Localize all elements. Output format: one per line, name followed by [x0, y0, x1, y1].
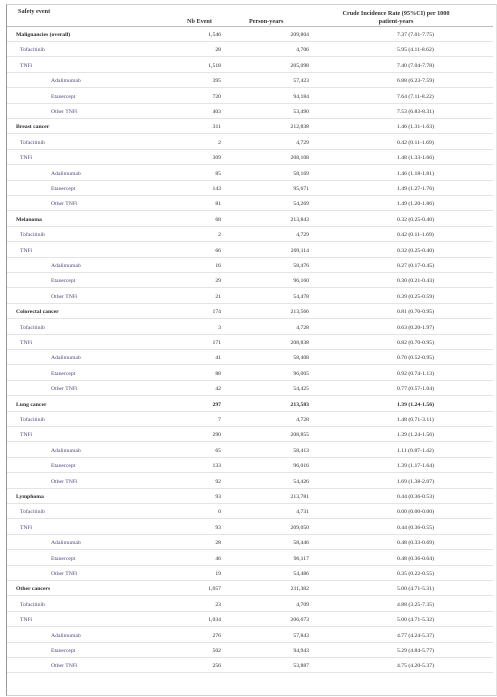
table-row [7, 168, 493, 181]
table-row [7, 106, 493, 119]
row-nb-event: 2 [218, 139, 221, 146]
row-label: TNFi [20, 155, 33, 162]
row-person-years: 53,887 [293, 663, 309, 670]
row-person-years: 96,117 [293, 555, 309, 562]
table-row [7, 630, 493, 643]
table-row [7, 183, 493, 196]
row-nb-event: 171 [212, 340, 221, 346]
row-nb-event: 7 [218, 417, 221, 423]
row-label: Other TNFi [51, 201, 78, 208]
row-person-years: 57,843 [293, 632, 309, 639]
row-label: Colorectal cancer [16, 309, 59, 316]
row-person-years: 95,671 [293, 186, 309, 192]
row-label: Etanercept [51, 93, 76, 100]
table-row [7, 322, 493, 335]
table-row [7, 121, 493, 134]
row-nb-event: 143 [212, 186, 221, 192]
row-incidence-rate: 0.48 (0.33-0.69) [397, 540, 434, 547]
row-nb-event: 41 [215, 355, 221, 362]
row-nb-event: 16 [215, 263, 221, 269]
row-incidence-rate: 0.63 (0.20-1.97) [397, 324, 434, 331]
row-person-years: 4,728 [296, 324, 309, 331]
row-person-years: 96,005 [293, 370, 309, 377]
table-row [7, 383, 493, 396]
table-row [7, 599, 493, 612]
row-nb-event: 2 [218, 232, 221, 239]
row-person-years: 205,098 [290, 62, 309, 69]
row-label: Etanercept [51, 370, 76, 377]
row-person-years: 54,478 [293, 293, 309, 300]
row-label: Other TNFi [51, 571, 78, 577]
row-nb-event: 1,057 [208, 586, 221, 593]
row-person-years: 213,583 [290, 401, 309, 408]
row-label: Tofacitinib [20, 509, 45, 516]
row-nb-event: 1,546 [208, 32, 221, 38]
row-nb-event: 21 [215, 293, 221, 300]
table-row [7, 399, 493, 412]
row-incidence-rate: 7.53 (6.83-8.31) [397, 109, 434, 115]
row-person-years: 58,476 [293, 263, 309, 269]
row-incidence-rate: 7.64 (7.11-8.22) [397, 93, 434, 100]
row-label: Adalimumab [51, 447, 81, 454]
row-person-years: 58,169 [293, 170, 309, 177]
row-nb-event: 395 [212, 78, 221, 85]
row-incidence-rate: 0.70 (0.52-0.95) [397, 355, 434, 362]
table-row [7, 137, 493, 150]
row-incidence-rate: 1.46 (1.31-1.63) [397, 124, 434, 131]
row-incidence-rate: 0.81 (0.70-0.95) [397, 309, 434, 316]
table-row [7, 198, 493, 211]
row-nb-event: 502 [212, 648, 221, 654]
row-nb-event: 3 [218, 324, 221, 331]
row-incidence-rate: 1.48 (0.71-3.11) [397, 417, 434, 423]
row-label: Other TNFi [51, 109, 78, 115]
row-label: Adalimumab [51, 632, 81, 639]
table-row [7, 445, 493, 458]
row-nb-event: 81 [215, 201, 221, 208]
row-nb-event: 276 [212, 632, 221, 639]
table-row [7, 522, 493, 535]
row-incidence-rate: 1.39 (1.17-1.64) [397, 463, 434, 470]
row-label: Etanercept [51, 186, 76, 192]
table-row [7, 614, 493, 627]
row-nb-event: 403 [212, 109, 221, 115]
row-nb-event: 93 [215, 524, 221, 531]
row-incidence-rate: 4.77 (4.24-5.37) [397, 632, 434, 639]
row-label: Malignancies (overall) [16, 32, 71, 38]
row-label: Adalimumab [51, 170, 81, 177]
table-row [7, 491, 493, 504]
row-incidence-rate: 1.46 (1.18-1.81) [397, 170, 434, 177]
table-row [7, 152, 493, 165]
header-person-years: Person-years [249, 18, 284, 25]
row-nb-event: 297 [212, 401, 221, 408]
row-label: TNFi [20, 432, 33, 439]
row-label: TNFi [20, 524, 33, 531]
row-incidence-rate: 5.29 (4.84-5.77) [397, 648, 434, 654]
row-incidence-rate: 1.49 (1.20-1.86) [397, 201, 434, 208]
row-label: Other TNFi [51, 663, 78, 670]
table-row [7, 306, 493, 319]
table-row [7, 368, 493, 381]
row-incidence-rate: 7.40 (7.04-7.78) [397, 62, 434, 69]
row-label: Other cancers [16, 586, 51, 593]
row-incidence-rate: 0.77 (0.57-1.04) [397, 386, 434, 393]
row-incidence-rate: 0.35 (0.22-0.55) [397, 571, 434, 577]
table-row [7, 460, 493, 473]
row-person-years: 4,729 [296, 139, 309, 146]
table-row [7, 291, 493, 304]
table-row [7, 245, 493, 258]
row-person-years: 96,016 [293, 463, 309, 470]
row-label: Other TNFi [51, 386, 78, 393]
row-label: Adalimumab [51, 78, 81, 85]
header-incidence-rate-line1: Crude Incidence Rate (95%CI) per 1000 [342, 10, 450, 17]
row-label: Adalimumab [51, 355, 81, 362]
row-incidence-rate: 1.49 (1.27-1.76) [397, 186, 434, 192]
row-incidence-rate: 7.37 (7.01-7.75) [397, 32, 434, 38]
table-row [7, 476, 493, 489]
row-incidence-rate: 1.39 (1.24-1.56) [397, 401, 434, 408]
row-person-years: 209,804 [290, 32, 309, 38]
row-person-years: 208,855 [290, 432, 309, 439]
row-nb-event: 66 [215, 247, 221, 254]
row-incidence-rate: 0.42 (0.11-1.69) [397, 139, 434, 146]
table-row [7, 553, 493, 566]
row-nb-event: 309 [212, 155, 221, 162]
row-label: TNFi [20, 617, 33, 624]
row-nb-event: 28 [215, 47, 221, 54]
row-nb-event: 68 [215, 216, 221, 223]
row-incidence-rate: 5.95 (4.11-8.62) [397, 47, 434, 54]
row-person-years: 94,943 [293, 648, 309, 654]
row-nb-event: 290 [212, 432, 221, 439]
table-row [7, 352, 493, 365]
row-nb-event: 0 [218, 509, 221, 516]
header-safety-event: Safety event [18, 8, 51, 15]
row-person-years: 208,838 [290, 340, 309, 346]
table-row [7, 260, 493, 273]
row-nb-event: 85 [215, 170, 221, 177]
row-label: Etanercept [51, 463, 76, 470]
row-nb-event: 88 [215, 370, 221, 377]
row-incidence-rate: 0.48 (0.36-0.64) [397, 555, 434, 562]
row-nb-event: 311 [212, 124, 221, 131]
table-row [7, 645, 493, 658]
row-person-years: 209,114 [290, 247, 309, 254]
row-person-years: 94,184 [293, 93, 309, 100]
row-nb-event: 720 [212, 93, 221, 100]
table-row [7, 44, 493, 57]
row-person-years: 213,843 [290, 216, 309, 223]
row-nb-event: 23 [215, 601, 221, 608]
row-nb-event: 46 [215, 555, 221, 562]
row-nb-event: 29 [215, 278, 221, 285]
row-nb-event: 42 [215, 386, 221, 393]
row-incidence-rate: 0.42 (0.11-1.69) [397, 232, 434, 239]
row-label: Tofacitinib [20, 417, 45, 423]
row-label: Lung cancer [16, 401, 47, 408]
row-person-years: 57,423 [293, 78, 309, 85]
row-incidence-rate: 0.32 (0.25-0.40) [397, 247, 434, 254]
row-person-years: 209,050 [290, 524, 309, 531]
row-incidence-rate: 1.48 (1.33-1.66) [397, 155, 434, 162]
row-label: Lymphoma [16, 494, 44, 500]
row-person-years: 4,728 [296, 417, 309, 423]
row-person-years: 54,426 [293, 478, 309, 485]
row-incidence-rate: 0.30 (0.21-0.43) [397, 278, 434, 285]
row-label: Etanercept [51, 555, 76, 562]
row-incidence-rate: 0.44 (0.36-0.53) [397, 494, 434, 500]
row-nb-event: 133 [212, 463, 221, 470]
table-row [7, 91, 493, 104]
row-incidence-rate: 1.11 (0.87-1.42) [397, 447, 434, 454]
header-incidence-rate [321, 10, 471, 25]
row-label: Other TNFi [51, 478, 78, 485]
row-person-years: 54,269 [293, 201, 309, 208]
row-person-years: 54,486 [293, 571, 309, 577]
row-incidence-rate: 5.00 (4.71-5.31) [397, 586, 434, 593]
row-label: Tofacitinib [20, 139, 45, 146]
row-nb-event: 93 [215, 494, 221, 500]
row-nb-event: 1,034 [208, 617, 221, 624]
row-person-years: 58,446 [293, 540, 309, 547]
table-row [7, 29, 493, 42]
table-row [7, 429, 493, 442]
table-row [7, 537, 493, 550]
row-incidence-rate: 1.69 (1.38-2.07) [397, 478, 434, 485]
row-person-years: 58,413 [293, 447, 309, 454]
row-label: TNFi [20, 247, 33, 254]
table-row [7, 214, 493, 227]
table-row [7, 60, 493, 73]
row-incidence-rate: 0.00 (0.00-0.00) [397, 509, 434, 516]
table-row [7, 568, 493, 581]
row-label: Tofacitinib [20, 324, 45, 331]
row-incidence-rate: 4.75 (4.20-5.37) [397, 663, 434, 670]
row-incidence-rate: 1.39 (1.24-1.56) [397, 432, 434, 439]
row-person-years: 4,706 [296, 47, 309, 54]
row-nb-event: 65 [215, 447, 221, 454]
row-person-years: 212,838 [290, 124, 309, 131]
row-label: TNFi [20, 62, 33, 69]
table-header [7, 4, 493, 27]
row-label: Breast cancer [16, 124, 50, 131]
row-label: Other TNFi [51, 293, 78, 300]
row-label: Melanoma [16, 216, 42, 223]
table-row [7, 75, 493, 88]
table-row [7, 337, 493, 350]
table-row [7, 414, 493, 427]
row-incidence-rate: 0.82 (0.70-0.95) [397, 340, 434, 346]
row-nb-event: 28 [215, 540, 221, 547]
row-incidence-rate: 0.44 (0.36-0.55) [397, 524, 434, 531]
row-label: Etanercept [51, 278, 76, 285]
row-person-years: 96,160 [293, 278, 309, 285]
row-person-years: 4,731 [296, 509, 309, 516]
row-person-years: 4,709 [296, 601, 309, 608]
header-incidence-rate-line2: patient-years [378, 17, 414, 25]
row-incidence-rate: 4.88 (3.25-7.35) [397, 601, 434, 608]
row-nb-event: 92 [215, 478, 221, 485]
row-label: Etanercept [51, 648, 76, 654]
row-label: Adalimumab [51, 263, 81, 269]
row-person-years: 53,490 [293, 109, 309, 115]
row-label: Tofacitinib [20, 232, 45, 239]
row-label: Tofacitinib [20, 47, 45, 54]
row-person-years: 213,781 [290, 494, 309, 500]
row-label: TNFi [20, 340, 33, 346]
row-person-years: 206,673 [290, 617, 309, 624]
row-nb-event: 19 [215, 571, 221, 577]
row-person-years: 54,425 [293, 386, 309, 393]
header-nb-event: Nb Event [187, 18, 212, 25]
row-incidence-rate: 6.88 (6.23-7.59) [397, 78, 434, 85]
row-person-years: 213,566 [290, 309, 309, 316]
row-label: Tofacitinib [20, 601, 45, 608]
table-row [7, 660, 493, 673]
table-row [7, 583, 493, 596]
row-incidence-rate: 5.00 (4.71-5.32) [397, 617, 434, 624]
row-nb-event: 256 [212, 663, 221, 670]
row-incidence-rate: 0.27 (0.17-0.45) [397, 263, 434, 269]
row-incidence-rate: 0.92 (0.74-1.13) [397, 370, 434, 377]
table-row [7, 506, 493, 519]
row-person-years: 211,382 [290, 586, 309, 593]
row-label: Adalimumab [51, 540, 81, 547]
row-nb-event: 174 [212, 309, 221, 316]
table-row [7, 229, 493, 242]
row-incidence-rate: 0.39 (0.25-0.59) [397, 293, 434, 300]
row-person-years: 208,108 [290, 155, 309, 162]
table-row [7, 275, 493, 288]
row-person-years: 4,729 [296, 232, 309, 239]
row-incidence-rate: 0.32 (0.25-0.40) [397, 216, 434, 223]
row-person-years: 58,408 [293, 355, 309, 362]
row-nb-event: 1,518 [208, 62, 221, 69]
